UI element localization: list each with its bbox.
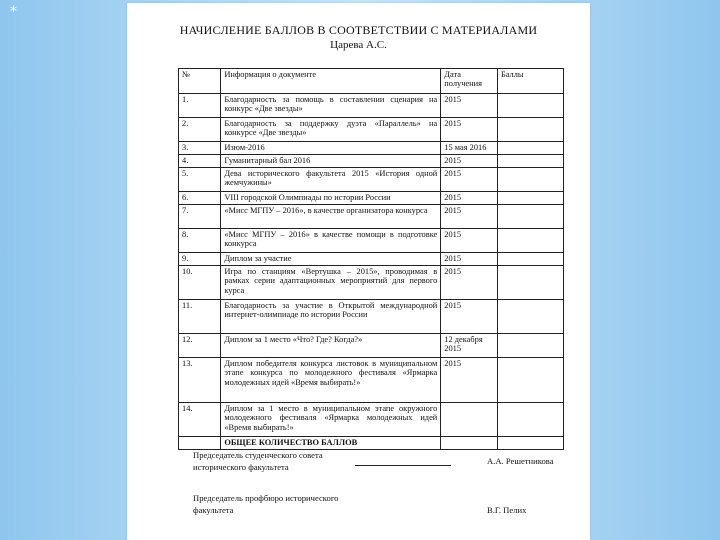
row-points: [497, 94, 563, 118]
signature-line-1: [355, 465, 451, 466]
row-name: Благодарность за поддержку дуэта «Параллель» на конкурсе «Две звезды»: [221, 118, 441, 142]
row-num: 9.: [179, 253, 221, 266]
row-date: 2015: [441, 300, 498, 334]
row-points: [497, 192, 563, 205]
signature-role-1: Председатель студенческого совета исторического факультета: [193, 450, 323, 472]
table-row: [179, 358, 564, 403]
table-row: [179, 403, 564, 437]
row-name: Диплом за участие: [221, 253, 441, 266]
row-date: 2015: [441, 229, 498, 253]
signature-name-2: В.Г. Пелих: [487, 505, 527, 515]
row-points: [497, 300, 563, 334]
row-points: [497, 253, 563, 266]
header-points: Баллы: [497, 69, 563, 94]
row-date: [441, 403, 498, 437]
table-row: [179, 334, 564, 358]
table-row: [179, 142, 564, 155]
row-num: 5.: [179, 168, 221, 192]
row-name: Изюм-2016: [221, 142, 441, 155]
row-name: Диплом победителя конкурса листовок в муниципальном этапе конкурса по молодежного фестиваля «Ярмарка молодежных идей «Время выбирать!»: [221, 358, 441, 403]
row-points: [497, 334, 563, 358]
row-name: Диплом за 1 место «Что? Где? Когда?»: [221, 334, 441, 358]
star-decoration: *: [10, 4, 17, 20]
row-date: 15 мая 2016: [441, 142, 498, 155]
table-row: [179, 192, 564, 205]
row-points: [497, 229, 563, 253]
table-row: [179, 253, 564, 266]
document-subtitle: Царева А.С.: [330, 39, 387, 51]
table-row: [179, 266, 564, 300]
row-name: Дева исторического факультета 2015 «История одной жемчужины»: [221, 168, 441, 192]
table-header-row: [179, 69, 564, 94]
row-num: 10.: [179, 266, 221, 300]
row-name: «Мисс МГПУ – 2016», в качестве организатора конкурса: [221, 205, 441, 229]
total-label: ОБЩЕЕ КОЛИЧЕСТВО БАЛЛОВ: [221, 437, 441, 450]
row-num: 2.: [179, 118, 221, 142]
row-date: 2015: [441, 358, 498, 403]
row-num: 4.: [179, 155, 221, 168]
header-num: №: [179, 69, 221, 94]
points-table: [178, 68, 564, 450]
row-name: Благодарность за помощь в составлении сценария на конкурс «Две звезды»: [221, 94, 441, 118]
row-name: Диплом за 1 место в муниципальном этапе окружного молодежного фестиваля «Ярмарка молодежных идей «Время выбирать!»: [221, 403, 441, 437]
row-date: 2015: [441, 168, 498, 192]
row-name: Игра по станциям «Вертушка – 2015», проводимая в рамках серии адаптационных мероприятий для первого курса: [221, 266, 441, 300]
row-points: [497, 205, 563, 229]
header-name: Информация о документе: [221, 69, 441, 94]
table-row: [179, 300, 564, 334]
row-num: 1.: [179, 94, 221, 118]
document-page: [127, 3, 590, 540]
row-date: 2015: [441, 205, 498, 229]
row-date: 2015: [441, 94, 498, 118]
table-row: [179, 229, 564, 253]
row-date: 12 декабря 2015: [441, 334, 498, 358]
signature-name-1: А.А. Решетникова: [487, 456, 554, 466]
row-date: 2015: [441, 266, 498, 300]
row-date: 2015: [441, 118, 498, 142]
row-date: 2015: [441, 192, 498, 205]
signature-role-2: Председатель профбюро исторического факультета: [193, 493, 339, 515]
row-points: [497, 403, 563, 437]
table-row: [179, 168, 564, 192]
row-num: 14.: [179, 403, 221, 437]
row-points: [497, 358, 563, 403]
row-num: 11.: [179, 300, 221, 334]
row-name: Гуманитарный бал 2016: [221, 155, 441, 168]
total-num: [179, 437, 221, 450]
row-num: 13.: [179, 358, 221, 403]
table-row: [179, 155, 564, 168]
row-num: 12.: [179, 334, 221, 358]
row-points: [497, 266, 563, 300]
total-row: [179, 437, 564, 450]
row-points: [497, 142, 563, 155]
row-points: [497, 118, 563, 142]
row-num: 6.: [179, 192, 221, 205]
row-num: 7.: [179, 205, 221, 229]
row-points: [497, 155, 563, 168]
row-name: VIII городской Олимпиады по истории России: [221, 192, 441, 205]
document-title: НАЧИСЛЕНИЕ БАЛЛОВ В СООТВЕТСТВИИ С МАТЕРИАЛАМИ: [179, 23, 538, 37]
row-date: 2015: [441, 155, 498, 168]
row-num: 3.: [179, 142, 221, 155]
table-row: [179, 94, 564, 118]
table-row: [179, 118, 564, 142]
total-date: [441, 437, 498, 450]
row-name: Благодарность за участие в Открытой международной интернет-олимпиаде по истории России: [221, 300, 441, 334]
row-num: 8.: [179, 229, 221, 253]
row-points: [497, 168, 563, 192]
total-points: [497, 437, 563, 450]
table-row: [179, 205, 564, 229]
row-name: «Мисс МГПУ – 2016» в качестве помощи в подготовке конкурса: [221, 229, 441, 253]
header-date: Дата получения: [441, 69, 498, 94]
row-date: 2015: [441, 253, 498, 266]
